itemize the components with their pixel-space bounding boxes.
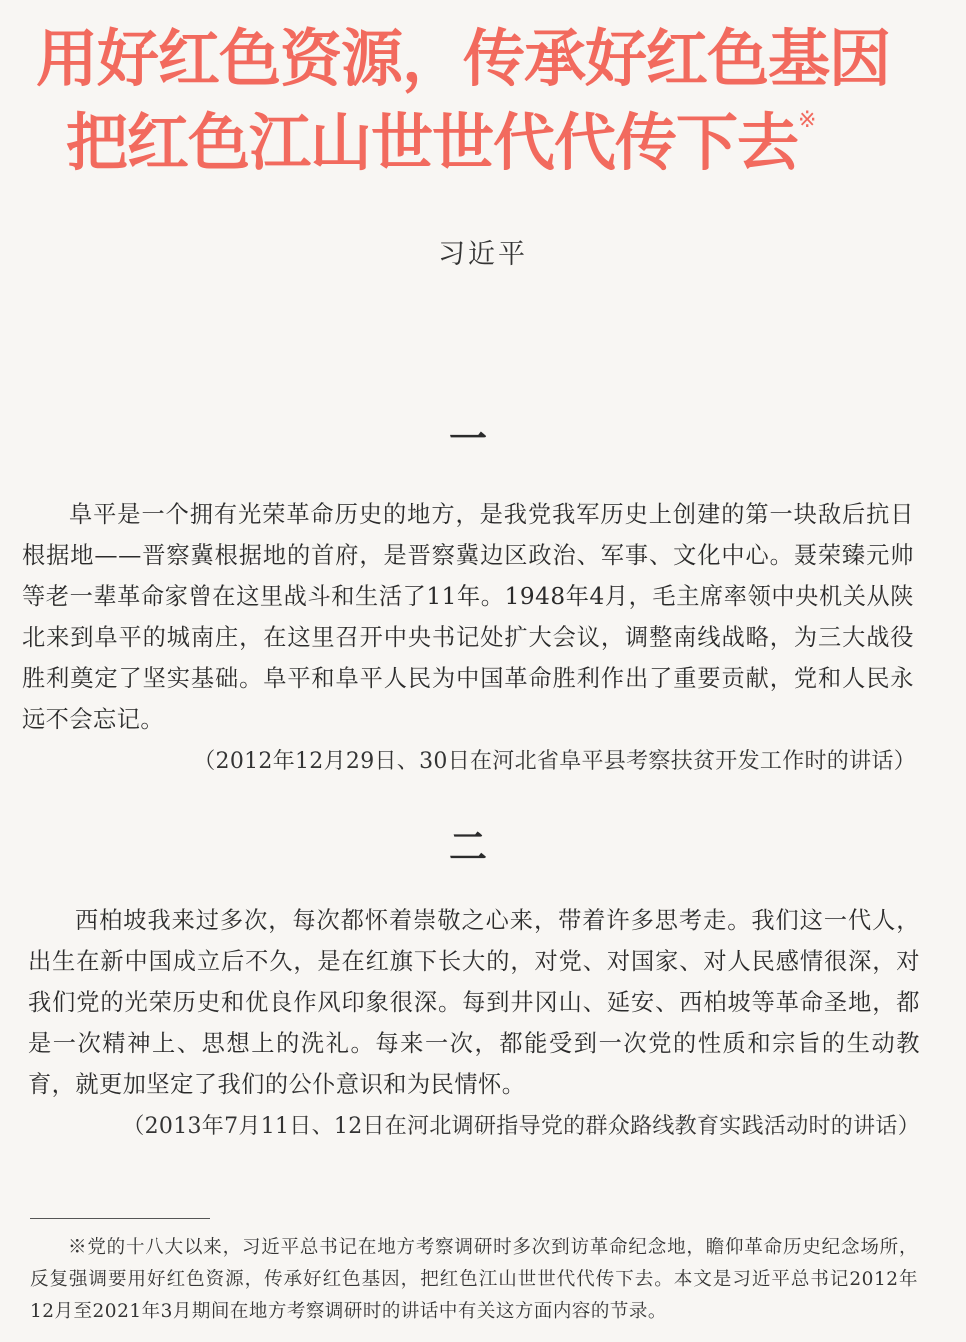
title-line-2-text: 把红色江山世世代代传下去 (66, 106, 799, 179)
footnote-text: ※党的十八大以来，习近平总书记在地方考察调研时多次到访革命纪念地，瞻仰革命历史纪念场所，反复强调要用好红色资源，传承好红色基因，把红色江山世世代代传下去。本文是习近平总书记2012年12月至2021年3月期间在地方考察调研时的讲话中有关这方面内容的节录。 (30, 1237, 918, 1322)
footnote-mark: ※ (798, 108, 817, 133)
footnote-divider (30, 1218, 210, 1219)
section-1-paragraph: 阜平是一个拥有光荣革命历史的地方，是我党我军历史上创建的第一块敌后抗日根据地——晋察冀根据地的首府，是晋察冀边区政治、军事、文化中心。聂荣臻元帅等老一辈革命家曾在这里战斗和生活了11年。1948年4月，毛主席率领中央机关从陕北来到阜平的城南庄，在这里召开中央书记处扩大会议，调整南线战略，为三大战役胜利奠定了坚实基础。阜平和阜平人民为中国革命胜利作出了重要贡献，党和人民永远不会忘记。 (22, 501, 914, 733)
title-line-2 (66, 106, 966, 179)
section-number-2: 二 (448, 825, 487, 869)
section-2-paragraph: 西柏坡我来过多次，每次都怀着崇敬之心来，带着许多思考走。我们这一代人，出生在新中国成立后不久，是在红旗下长大的，对党、对国家、对人民感情很深，对我们党的光荣历史和优良作风印象很深。每到井冈山、延安、西柏坡等革命圣地，都是一次精神上、思想上的洗礼。每来一次，都能受到一次党的性质和宗旨的生动教育，就更加坚定了我们的公仆意识和为民情怀。 (28, 907, 920, 1098)
section-2-source: （2013年7月11日、12日在河北调研指导党的群众路线教育实践活动时的讲话） (122, 1114, 920, 1139)
author-name: 习近平 (438, 239, 528, 270)
section-1-source: （2012年12月29日、30日在河北省阜平县考察扶贫开发工作时的讲话） (193, 749, 916, 774)
title-line-1: 用好红色资源，传承好红色基因 (36, 22, 891, 95)
section-number-1: 一 (448, 417, 487, 461)
